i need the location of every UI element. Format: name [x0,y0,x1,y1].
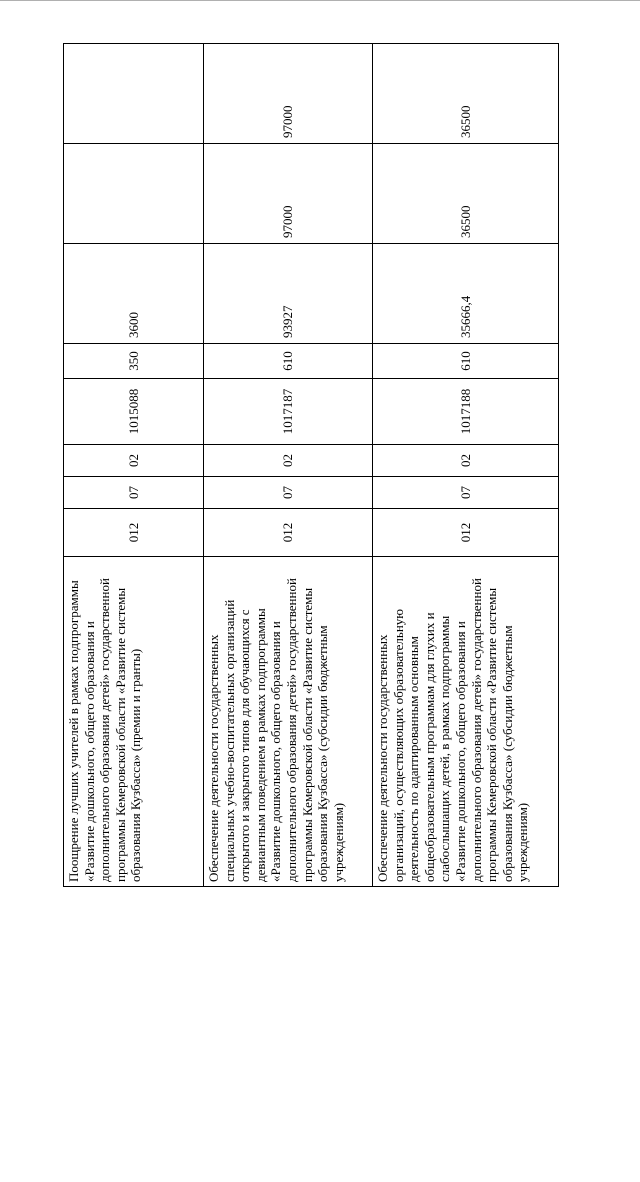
amount-year-1: 35666,4 [373,244,559,344]
amount-year-1: 93927 [204,244,373,344]
target-article-code: 1017188 [373,379,559,445]
expense-type-code: 350 [64,344,204,379]
subsection-code: 02 [373,445,559,477]
section-code: 07 [373,477,559,509]
top-rule [0,0,640,1]
row-description: Обеспечение деятельности государственных специальных учебно-воспитательных организаций открытого и закрытого типов для обучающихся с девиантным поведением в рамках подпрограммы «Развитие дошкольного, общего образования и дополнительного образования детей» государственной программы Кемеровской области «Развитие системы образования Кузбасса» (субсидии бюджетным учреждениям) [204,557,373,887]
table-row [373,44,559,887]
target-article-code: 1015088 [64,379,204,445]
amount-year-2: 97000 [204,144,373,244]
amount-year-1: 3600 [64,244,204,344]
section-code: 07 [64,477,204,509]
amount-year-3: 36500 [373,44,559,144]
subsection-code: 02 [64,445,204,477]
expense-type-code: 610 [373,344,559,379]
budget-table-frame [63,44,558,887]
subsection-code: 02 [204,445,373,477]
table-row [64,44,204,887]
expense-type-code: 610 [204,344,373,379]
amount-year-2: 36500 [373,144,559,244]
amount-year-2 [64,144,204,244]
row-description: Обеспечение деятельности государственных организаций, осуществляющих образовательную деятельность по адаптированным основным общеобразовательным программам для глухих и слабослышащих детей, в рамках подпрограммы «Развитие дошкольного, общего образования и дополнительного образования детей» государственной программы Кемеровской области «Развитие системы образования Кузбасса» (субсидии бюджетным учреждениям) [373,557,559,887]
budget-table [63,43,559,887]
row-description: Поощрение лучших учителей в рамках подпрограммы «Развитие дошкольного, общего образования и дополнительного образования детей» государственной программы Кемеровской области «Развитие системы образования Кузбасса» (премии и гранты) [64,557,204,887]
target-article-code: 1017187 [204,379,373,445]
amount-year-3 [64,44,204,144]
ministry-code: 012 [64,509,204,557]
amount-year-3: 97000 [204,44,373,144]
table-row [204,44,373,887]
ministry-code: 012 [373,509,559,557]
section-code: 07 [204,477,373,509]
ministry-code: 012 [204,509,373,557]
